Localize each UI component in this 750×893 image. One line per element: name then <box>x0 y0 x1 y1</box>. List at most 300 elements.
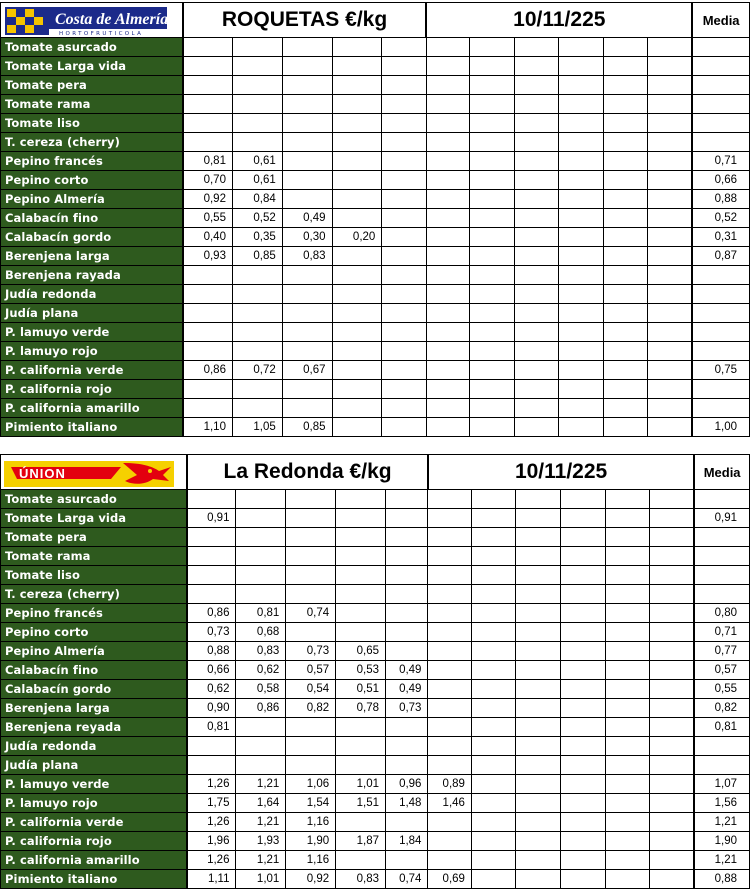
price-cell <box>386 756 428 775</box>
price-cell <box>516 813 561 832</box>
price-cell <box>470 285 514 304</box>
price-cell <box>603 323 647 342</box>
price-cell <box>470 247 514 266</box>
price-cell <box>470 304 514 323</box>
price-cell <box>286 509 336 528</box>
price-cell <box>559 304 603 323</box>
roquetas-grid <box>0 2 750 437</box>
price-cell: 1,10 <box>183 418 233 437</box>
price-cell <box>187 737 236 756</box>
price-cell <box>561 737 606 756</box>
price-cell <box>648 152 693 171</box>
price-cell <box>282 342 332 361</box>
price-cell <box>386 718 428 737</box>
product-name: Tomate Larga vida <box>1 57 183 76</box>
price-cell <box>605 585 650 604</box>
price-cell: 1,84 <box>386 832 428 851</box>
price-cell <box>386 585 428 604</box>
redonda-header-row <box>1 455 750 490</box>
price-cell <box>426 57 469 76</box>
price-cell <box>183 133 233 152</box>
price-cell <box>187 756 236 775</box>
price-cell <box>605 851 650 870</box>
price-cell: 1,16 <box>286 851 336 870</box>
price-cell <box>603 57 647 76</box>
price-cell <box>605 832 650 851</box>
price-cell <box>603 361 647 380</box>
price-cell <box>650 718 695 737</box>
product-name: Calabacín gordo <box>1 680 188 699</box>
costa-almeria-logo <box>1 3 183 38</box>
table-row <box>1 418 750 437</box>
price-cell <box>336 623 386 642</box>
price-cell: 0,74 <box>286 604 336 623</box>
product-name: Tomate liso <box>1 566 188 585</box>
price-cell <box>382 380 427 399</box>
price-cell <box>605 490 650 509</box>
product-name: Judía plana <box>1 756 188 775</box>
price-cell <box>648 380 693 399</box>
price-cell <box>183 304 233 323</box>
price-cell <box>516 794 561 813</box>
price-cell <box>232 323 282 342</box>
table-row <box>1 490 750 509</box>
price-cell <box>605 566 650 585</box>
product-name: Tomate liso <box>1 114 183 133</box>
price-cell <box>470 76 514 95</box>
price-cell <box>332 247 382 266</box>
table-row <box>1 342 750 361</box>
price-cell <box>382 285 427 304</box>
price-cell <box>516 680 561 699</box>
price-cell <box>471 566 516 585</box>
price-cell <box>650 585 695 604</box>
price-cell <box>471 680 516 699</box>
media-cell <box>694 585 749 604</box>
price-cell <box>232 95 282 114</box>
price-cell <box>232 342 282 361</box>
price-cell <box>648 171 693 190</box>
table-row <box>1 95 750 114</box>
price-cell: 0,68 <box>236 623 286 642</box>
price-cell <box>282 304 332 323</box>
price-cell: 1,21 <box>236 813 286 832</box>
media-cell <box>692 304 749 323</box>
table-row <box>1 380 750 399</box>
media-cell: 1,21 <box>694 851 749 870</box>
price-cell <box>605 775 650 794</box>
price-cell <box>516 604 561 623</box>
price-cell <box>332 114 382 133</box>
price-cell <box>650 490 695 509</box>
price-cell: 0,90 <box>187 699 236 718</box>
price-cell <box>428 585 471 604</box>
price-cell <box>514 114 558 133</box>
product-name: Calabacín gordo <box>1 228 183 247</box>
price-cell <box>559 38 603 57</box>
price-cell: 0,49 <box>282 209 332 228</box>
price-cell <box>650 528 695 547</box>
media-cell <box>692 57 749 76</box>
media-cell <box>692 95 749 114</box>
price-cell: 0,74 <box>386 870 428 889</box>
media-cell <box>694 737 749 756</box>
price-cell: 1,26 <box>187 813 236 832</box>
price-cell <box>559 361 603 380</box>
product-name: Pepino corto <box>1 171 183 190</box>
price-cell <box>648 190 693 209</box>
media-cell <box>692 399 749 418</box>
price-cell <box>516 490 561 509</box>
product-name: Calabacín fino <box>1 661 188 680</box>
price-cell <box>514 76 558 95</box>
price-cell <box>603 209 647 228</box>
product-name: P. lamuyo verde <box>1 323 183 342</box>
price-cell <box>559 114 603 133</box>
price-cell <box>559 266 603 285</box>
price-cell <box>603 133 647 152</box>
price-cell <box>650 794 695 813</box>
price-cell <box>428 718 471 737</box>
roquetas-date: 10/11/225 <box>426 3 692 38</box>
price-cell <box>516 851 561 870</box>
price-cell <box>382 209 427 228</box>
price-cell <box>426 95 469 114</box>
price-cell <box>336 528 386 547</box>
price-cell <box>514 323 558 342</box>
price-cell <box>428 528 471 547</box>
price-cell <box>336 604 386 623</box>
price-cell <box>282 171 332 190</box>
price-cell: 1,75 <box>187 794 236 813</box>
table-row <box>1 38 750 57</box>
table-row <box>1 851 750 870</box>
price-cell: 0,73 <box>187 623 236 642</box>
table-row <box>1 285 750 304</box>
price-cell <box>470 380 514 399</box>
price-cell <box>650 547 695 566</box>
table-row <box>1 775 750 794</box>
price-cell <box>605 642 650 661</box>
price-cell <box>559 171 603 190</box>
price-cell <box>514 418 558 437</box>
price-cell <box>382 38 427 57</box>
price-cell <box>332 323 382 342</box>
table-row <box>1 585 750 604</box>
price-cell <box>332 190 382 209</box>
price-cell <box>603 152 647 171</box>
product-name: Tomate asurcado <box>1 490 188 509</box>
price-cell <box>650 623 695 642</box>
price-cell <box>559 57 603 76</box>
product-name: Tomate pera <box>1 76 183 95</box>
price-cell <box>332 38 382 57</box>
price-cell <box>386 566 428 585</box>
price-cell <box>232 76 282 95</box>
price-cell <box>382 323 427 342</box>
price-cell <box>650 832 695 851</box>
price-cell: 0,51 <box>336 680 386 699</box>
product-name: T. cereza (cherry) <box>1 585 188 604</box>
product-name: P. california verde <box>1 361 183 380</box>
price-cell <box>603 171 647 190</box>
price-cell <box>426 133 469 152</box>
product-name: Berenjena rayada <box>1 266 183 285</box>
price-cell <box>559 342 603 361</box>
price-cell <box>286 737 336 756</box>
table-row <box>1 813 750 832</box>
price-cell <box>336 851 386 870</box>
price-cell <box>336 718 386 737</box>
price-cell <box>561 585 606 604</box>
price-cell <box>426 76 469 95</box>
price-cell <box>332 304 382 323</box>
price-cell <box>286 566 336 585</box>
price-cell <box>428 756 471 775</box>
price-cell <box>386 623 428 642</box>
price-cell <box>471 604 516 623</box>
media-cell: 0,82 <box>694 699 749 718</box>
table-row <box>1 399 750 418</box>
price-cell <box>386 509 428 528</box>
price-cell <box>336 509 386 528</box>
price-cell <box>648 266 693 285</box>
price-cell: 0,81 <box>183 152 233 171</box>
price-cell <box>648 285 693 304</box>
price-cell <box>516 870 561 889</box>
product-name: P. california rojo <box>1 832 188 851</box>
price-cell <box>603 228 647 247</box>
product-name: Pepino Almería <box>1 642 188 661</box>
media-cell <box>692 38 749 57</box>
price-cell: 0,72 <box>232 361 282 380</box>
price-cell <box>183 323 233 342</box>
price-cell: 1,46 <box>428 794 471 813</box>
price-cell <box>282 152 332 171</box>
price-cell: 1,48 <box>386 794 428 813</box>
price-cell <box>603 266 647 285</box>
media-cell <box>694 547 749 566</box>
price-cell <box>470 171 514 190</box>
price-cell <box>428 623 471 642</box>
price-cell <box>650 756 695 775</box>
price-cell <box>428 547 471 566</box>
price-cell <box>236 566 286 585</box>
price-cell <box>426 114 469 133</box>
media-cell: 0,91 <box>694 509 749 528</box>
media-cell: 0,71 <box>692 152 749 171</box>
price-cell: 0,35 <box>232 228 282 247</box>
price-cell <box>232 133 282 152</box>
product-name: Judía redonda <box>1 285 183 304</box>
price-cell <box>428 490 471 509</box>
price-cell <box>471 832 516 851</box>
price-cell <box>183 57 233 76</box>
price-cell <box>382 190 427 209</box>
table-row <box>1 680 750 699</box>
price-cell <box>561 490 606 509</box>
price-cell <box>514 133 558 152</box>
price-cell <box>603 399 647 418</box>
price-cell <box>514 171 558 190</box>
media-cell: 1,21 <box>694 813 749 832</box>
price-cell <box>471 528 516 547</box>
price-cell <box>382 266 427 285</box>
price-cell: 1,05 <box>232 418 282 437</box>
price-cell <box>514 57 558 76</box>
price-cell <box>232 304 282 323</box>
product-name: Tomate rama <box>1 95 183 114</box>
price-cell <box>603 285 647 304</box>
price-cell <box>428 604 471 623</box>
table-row <box>1 228 750 247</box>
price-cell <box>561 794 606 813</box>
product-name: T. cereza (cherry) <box>1 133 183 152</box>
price-cell <box>232 399 282 418</box>
price-cell <box>386 851 428 870</box>
price-cell: 0,86 <box>187 604 236 623</box>
price-cell <box>650 870 695 889</box>
price-cell <box>559 228 603 247</box>
table-row <box>1 509 750 528</box>
price-cell <box>386 528 428 547</box>
price-cell <box>561 547 606 566</box>
price-cell <box>382 152 427 171</box>
price-cell <box>232 285 282 304</box>
price-cell <box>603 380 647 399</box>
price-cell <box>561 509 606 528</box>
price-cell <box>603 342 647 361</box>
price-cell <box>603 76 647 95</box>
price-cell <box>332 380 382 399</box>
price-cell <box>471 851 516 870</box>
product-name: Pepino francés <box>1 152 183 171</box>
price-cell: 0,81 <box>187 718 236 737</box>
product-name: P. lamuyo verde <box>1 775 188 794</box>
price-cell <box>282 285 332 304</box>
price-cell <box>332 57 382 76</box>
price-cell <box>282 399 332 418</box>
price-cell <box>650 642 695 661</box>
price-cell <box>648 361 693 380</box>
price-cell <box>183 399 233 418</box>
costa-almeria-logo-image <box>3 5 169 37</box>
media-cell <box>692 133 749 152</box>
price-cell <box>187 547 236 566</box>
price-cell <box>650 566 695 585</box>
price-cell <box>561 528 606 547</box>
price-cell <box>286 490 336 509</box>
price-cell <box>559 285 603 304</box>
price-cell <box>648 228 693 247</box>
price-cell <box>426 342 469 361</box>
price-cell <box>470 133 514 152</box>
price-cell <box>386 737 428 756</box>
price-cell <box>514 399 558 418</box>
price-cell <box>603 304 647 323</box>
price-cell <box>282 57 332 76</box>
price-cell: 0,62 <box>187 680 236 699</box>
table-row <box>1 528 750 547</box>
price-cell <box>516 623 561 642</box>
price-cell <box>559 418 603 437</box>
price-cell <box>236 490 286 509</box>
price-cell <box>470 361 514 380</box>
price-cell: 0,65 <box>336 642 386 661</box>
price-cell <box>561 718 606 737</box>
price-cell <box>471 718 516 737</box>
price-cell <box>382 95 427 114</box>
price-cell <box>236 737 286 756</box>
price-cell <box>514 209 558 228</box>
price-cell <box>426 190 469 209</box>
price-cell <box>183 95 233 114</box>
product-name: Tomate rama <box>1 547 188 566</box>
price-cell: 0,58 <box>236 680 286 699</box>
price-cell <box>336 566 386 585</box>
price-cell: 1,26 <box>187 775 236 794</box>
table-row <box>1 209 750 228</box>
price-cell <box>605 680 650 699</box>
price-cell <box>282 266 332 285</box>
table-row <box>1 566 750 585</box>
media-cell: 0,87 <box>692 247 749 266</box>
price-cell <box>514 228 558 247</box>
price-cell <box>286 547 336 566</box>
price-cell: 0,81 <box>236 604 286 623</box>
media-cell <box>694 490 749 509</box>
price-cell <box>183 38 233 57</box>
price-cell <box>648 76 693 95</box>
price-cell: 1,16 <box>286 813 336 832</box>
price-cell: 0,40 <box>183 228 233 247</box>
price-cell <box>382 133 427 152</box>
price-cell: 1,06 <box>286 775 336 794</box>
product-name: P. lamuyo rojo <box>1 794 188 813</box>
product-name: Calabacín fino <box>1 209 183 228</box>
price-cell <box>603 190 647 209</box>
price-cell <box>426 38 469 57</box>
price-cell <box>470 152 514 171</box>
price-cell <box>332 209 382 228</box>
price-cell <box>516 566 561 585</box>
price-cell <box>382 57 427 76</box>
price-cell <box>605 870 650 889</box>
product-name: Tomate asurcado <box>1 38 183 57</box>
price-cell <box>426 228 469 247</box>
price-cell: 1,21 <box>236 851 286 870</box>
table-row <box>1 247 750 266</box>
price-cell <box>282 190 332 209</box>
price-cell <box>559 399 603 418</box>
redonda-title: La Redonda €/kg <box>187 455 428 490</box>
price-cell: 0,66 <box>187 661 236 680</box>
price-cell <box>561 642 606 661</box>
price-cell <box>386 642 428 661</box>
price-cell <box>426 380 469 399</box>
media-cell: 0,77 <box>694 642 749 661</box>
product-name: Berenjena reyada <box>1 718 188 737</box>
price-cell <box>332 361 382 380</box>
price-cell <box>386 547 428 566</box>
price-cell <box>386 490 428 509</box>
price-cell <box>282 380 332 399</box>
media-cell <box>694 528 749 547</box>
price-cell <box>336 547 386 566</box>
price-cell <box>426 171 469 190</box>
price-cell <box>187 528 236 547</box>
media-cell <box>692 323 749 342</box>
